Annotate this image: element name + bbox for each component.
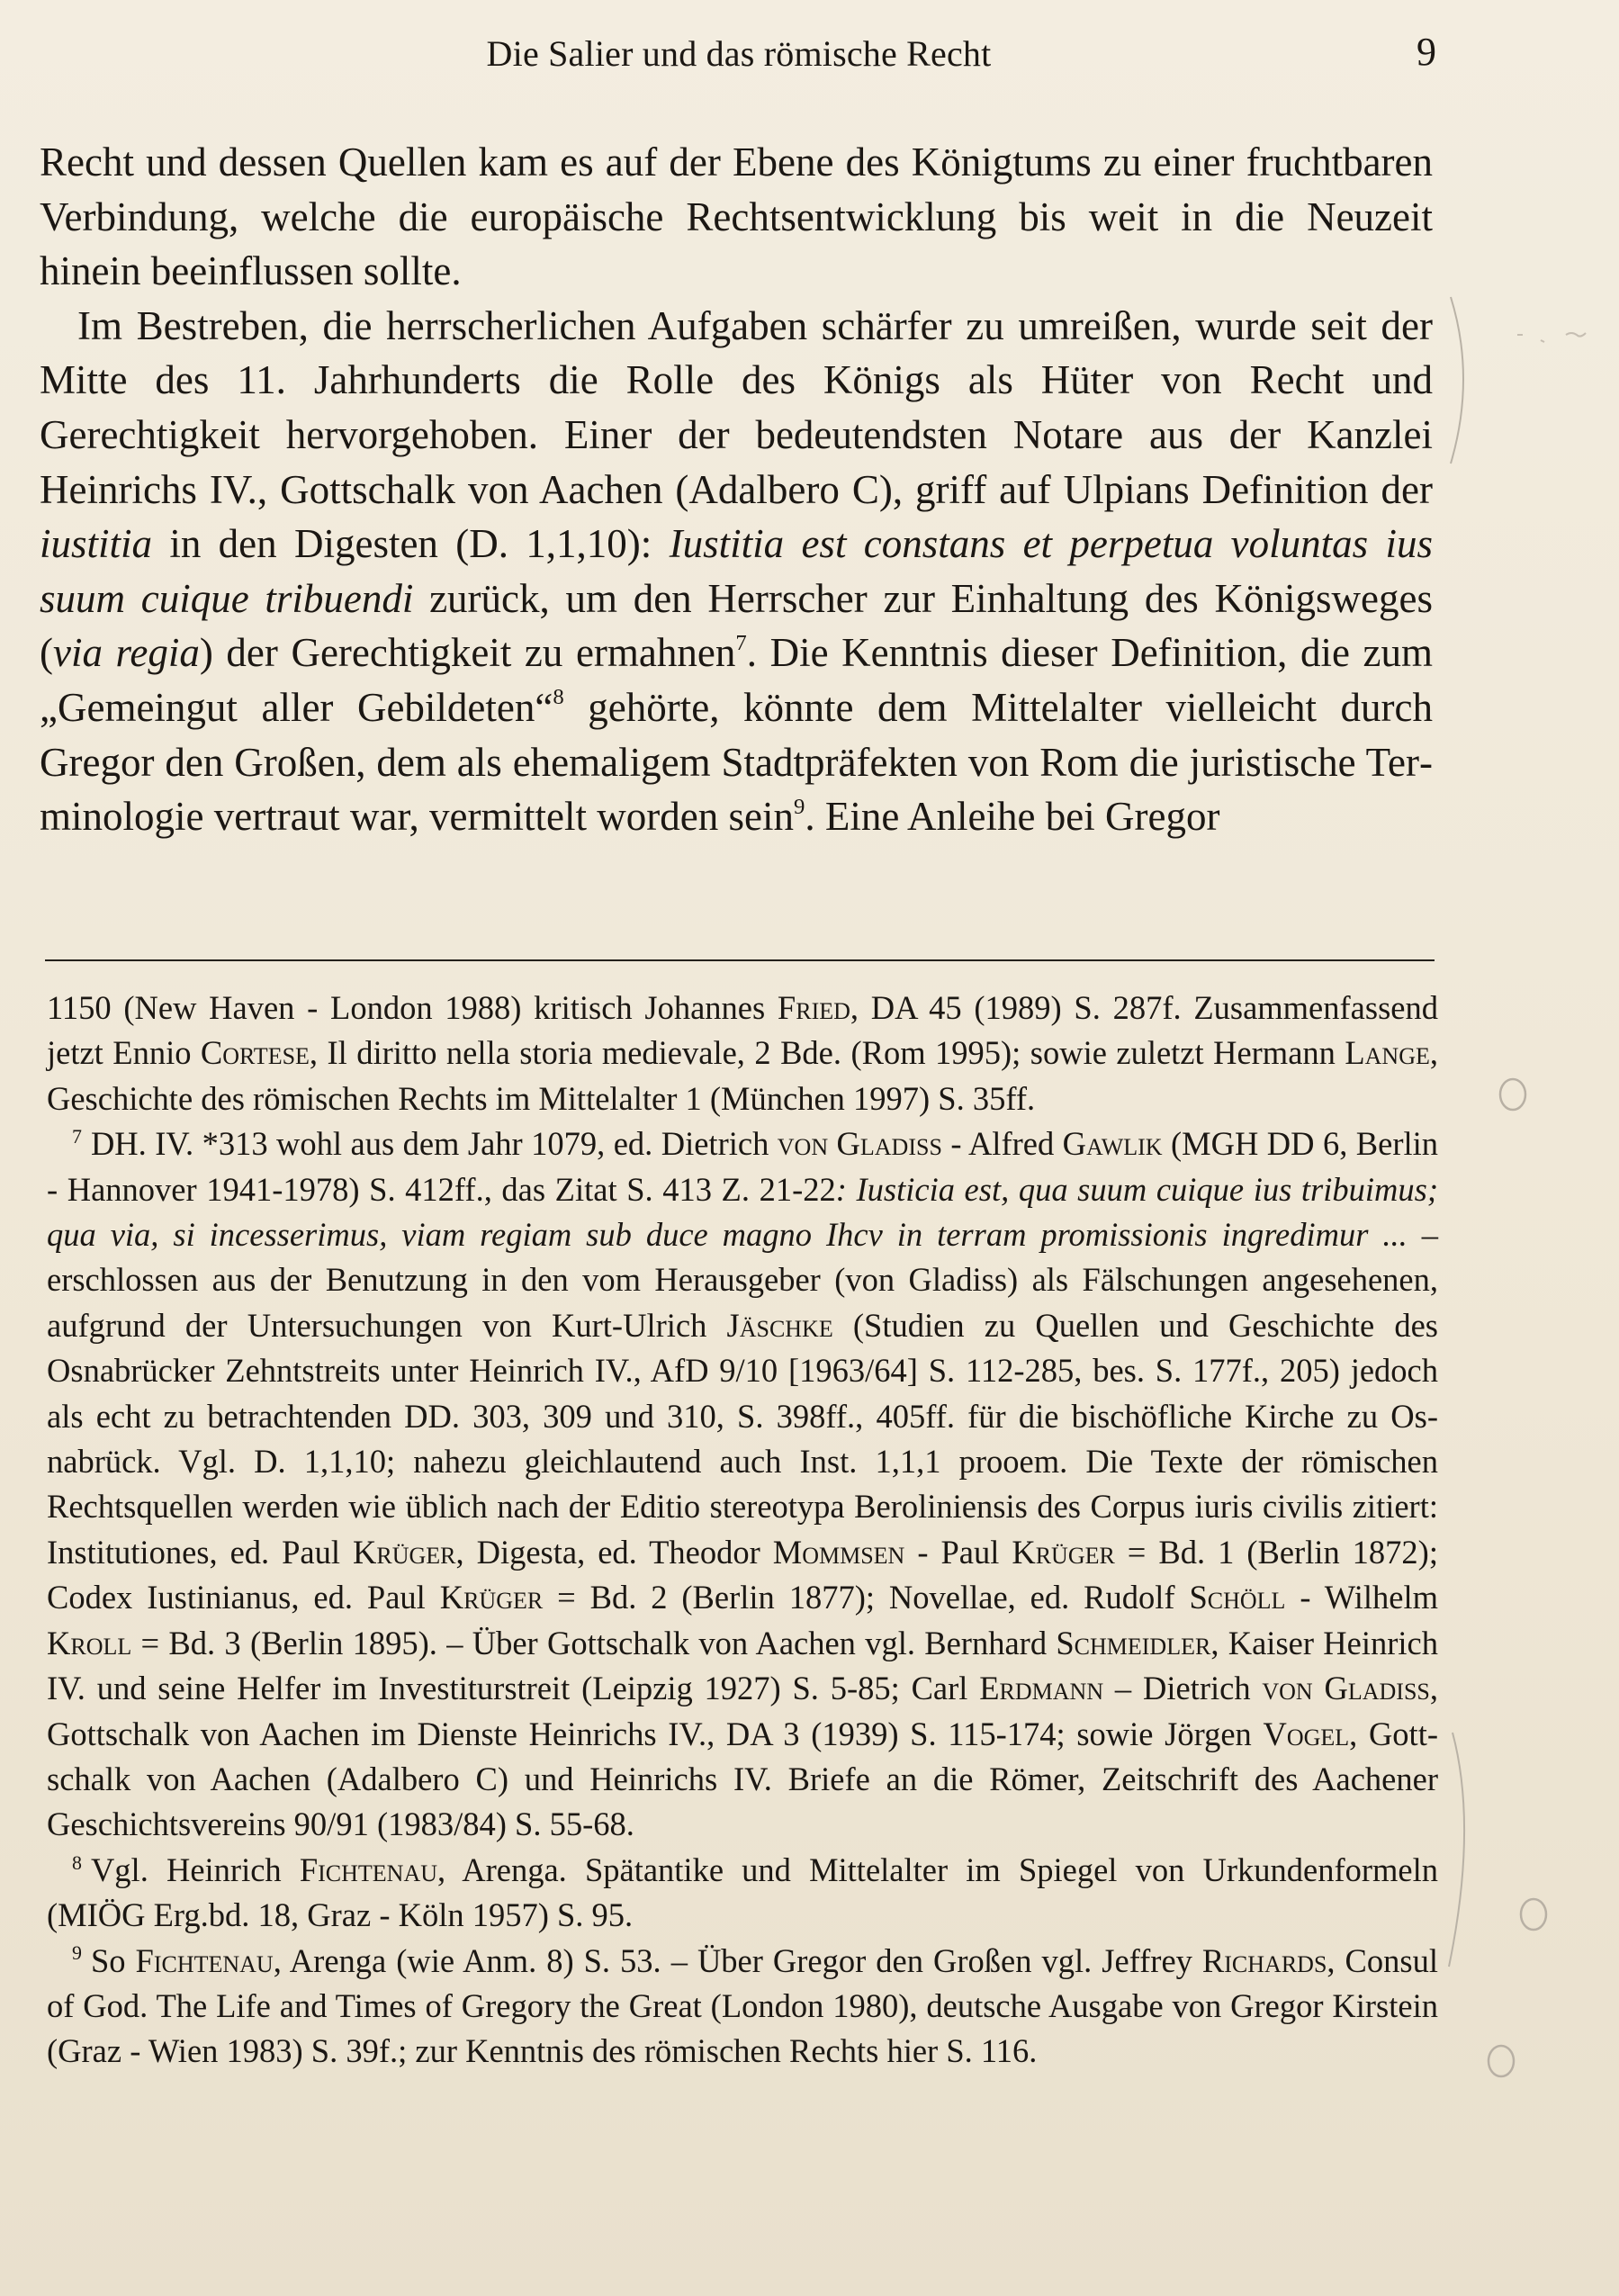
text-run: ) der Gerechtigkeit zu ermahnen <box>199 630 736 676</box>
footnote-reference: 7 <box>735 630 747 655</box>
text-run: = Bd. 3 (Berlin 1895). – Über Gottschalk von Aachen vgl. Bernhard <box>131 1624 1057 1661</box>
text-run: – Dietrich <box>1103 1670 1263 1707</box>
italic-text: : Iusticia est, qua suum cuique ius tribuimus; qua via, si incesserimus, viam regiam sub duce magno Ihcv in terram promissionis ingredimur ... <box>47 1170 1439 1254</box>
margin-circle-2 <box>1521 1899 1546 1930</box>
text-run: in den Digesten (D. 1,1,10): <box>152 521 670 567</box>
text-run: Vgl. Heinrich <box>90 1850 300 1888</box>
main-text <box>40 135 1433 844</box>
author-name: Vogel <box>1263 1715 1350 1752</box>
text-run: (Studien zu Quellen und Geschichte des Osnabrücker Zehntstreits unter Heinrich IV., AfD 9/10 [1963/64] S. 112-285, bes. S. 177f., 205) jedoch als echt zu betrachtenden DD. 303, 309 und 310, S. 398ff., 405ff. für die bischöfliche Kirche zu Osnabrück. Vgl. D. 1,1,10; nahezu gleichlautend auch Inst. 1,1,1 prooem. Die Texte der römischen Rechtsquellen werden wie üblich nach der Editio stereotypa Beroliniensis des Corpus iuris civilis zitiert: Institutiones, ed. Paul <box>47 1306 1438 1571</box>
text-run: , Gottschalk von Aachen (Adalbero C) und Heinrichs IV. Briefe an die Römer, Zeitschrift des Aachener Geschichtsvereins 90/91 (1983/84) S. 55-68. <box>47 1715 1438 1843</box>
author-name: Fichtenau <box>299 1850 437 1888</box>
text-run: , DA 45 (1989) S. 287f. Zusammenfassend jetzt Ennio <box>47 989 1438 1072</box>
italic-text: via regia <box>53 630 200 676</box>
author-name: Fichtenau <box>135 1941 274 1979</box>
author-name: Richards <box>1201 1941 1327 1979</box>
footnote-number: 9 <box>72 1941 82 1965</box>
footnote-number: 7 <box>72 1125 82 1148</box>
text-run: = Bd. 1 (Berlin 1872); Codex Iustinianus, ed. Paul <box>47 1533 1438 1616</box>
author-name: Schöll <box>1189 1579 1286 1616</box>
text-run: (MGH DD 6, Berlin - Hannover 1941-1978) S. 412ff., das Zitat S. 413 Z. 21-22 <box>47 1125 1439 1208</box>
text-run: , Il diritto nella storia medievale, 2 Bde. (Rom 1995); sowie zuletzt Hermann <box>309 1034 1345 1072</box>
text-run: , Arenga (wie Anm. 8) S. 53. – Über Gregor den Großen vgl. Jeffrey <box>273 1941 1202 1979</box>
author-name: Jäschke <box>726 1306 833 1344</box>
text-run: - Wilhelm <box>1285 1579 1439 1616</box>
text-run: = Bd. 2 (Berlin 1877); Novellae, ed. Rudolf <box>543 1579 1190 1616</box>
margin-scribble <box>1517 333 1586 342</box>
author-name: Gawlik <box>1062 1125 1163 1163</box>
footnote-reference: 9 <box>793 794 805 819</box>
text-run: , Kaiser Heinrich IV. und seine Helfer im Investiturstreit (Leipzig 1927) S. 5-85; Carl <box>47 1624 1438 1707</box>
footnote <box>47 1939 1438 2075</box>
margin-circle-3 <box>1489 2046 1514 2076</box>
footnotes <box>47 986 1438 2075</box>
footnote <box>47 986 1438 1121</box>
author-name: von Gladiss <box>777 1125 942 1163</box>
text-run: . Die Kenntnis dieser Definition, die zum „Gemeingut aller Gebildeten“ <box>40 630 1434 730</box>
text-run: , Consul of God. The Life and Times of Gregory the Great (London 1980), deutsche Ausgabe von Gregor Kirstein (Graz - Wien 1983) S. 39f.; zur Kenntnis des römischen Rechts hier S. 116. <box>47 1941 1438 2070</box>
author-name: Krüger <box>353 1533 456 1571</box>
text-run: 1150 (New Haven - London 1988) kritisch Johannes <box>47 989 778 1026</box>
text-run: , Geschichte des römischen Rechts im Mittelalter 1 (München 1997) S. 35ff. <box>47 1034 1438 1117</box>
author-name: Krüger <box>1012 1533 1115 1571</box>
author-name: Erdmann <box>979 1670 1104 1707</box>
running-head <box>41 32 1436 86</box>
running-title: Die Salier und das römische Recht <box>486 33 992 74</box>
paragraph-2 <box>40 299 1433 844</box>
author-name: Cortese <box>200 1034 310 1072</box>
text-run: gehörte, könnte dem Mittelalter vielleicht durch Gregor den Großen, dem als ehemaligem Stadtpräfekten von Rom die juristische Terminologie vertraut war, vermittelt worden sein <box>40 684 1433 840</box>
author-name: von Gladiss <box>1262 1670 1430 1707</box>
author-name: Lange <box>1345 1034 1430 1072</box>
text-run: zurück, um den Herrscher zur Einhaltung des Königsweges ( <box>40 575 1433 676</box>
text-run: , Arenga. Spätantike und Mittelalter im Spiegel von Urkundenformeln (MIÖG Erg.bd. 18, Graz - Köln 1957) S. 95. <box>47 1850 1438 1934</box>
text-run: So <box>90 1941 136 1979</box>
italic-text: Iustitia est constans et perpetua voluntas ius suum cuique tribuendi <box>40 521 1433 621</box>
margin-bracket-bottom <box>1449 1733 1464 1967</box>
footnote <box>47 1848 1438 1939</box>
author-name: Krüger <box>439 1579 544 1616</box>
page-number: 9 <box>1417 30 1436 74</box>
text-run: Im Bestreben, die herrscherlichen Aufgaben schärfer zu umreißen, wurde seit der Mitte des 11. Jahrhunderts die Rolle des Königs als Hüter von Recht und Gerechtigkeit hervorgehoben. Einer der bedeutendsten Notare aus der Kanzlei Heinrichs IV., Gottschalk von Aachen (Adalbero C), griff auf Ulpians Definition der <box>40 302 1433 512</box>
footnote-reference: 8 <box>553 685 564 710</box>
footnote <box>47 1121 1438 1848</box>
text-run: - Alfred <box>941 1125 1063 1163</box>
margin-circle-1 <box>1500 1079 1525 1110</box>
text-run: , Digesta, ed. Theodor <box>455 1533 773 1571</box>
margin-bracket-top <box>1451 297 1463 464</box>
text-run: DH. IV. *313 wohl aus dem Jahr 1079, ed. Dietrich <box>90 1125 778 1163</box>
italic-text: iustitia <box>40 521 153 567</box>
text-run: , Gottschalk von Aachen im Dienste Heinrichs IV., DA 3 (1939) S. 115-174; sowie Jörgen <box>47 1670 1439 1752</box>
author-name: Fried <box>777 989 850 1026</box>
text-run: . Eine Anleihe bei Gregor <box>805 794 1220 840</box>
footnote-separator <box>45 959 1435 961</box>
author-name: Schmeidler <box>1056 1624 1211 1661</box>
author-name: Mommsen <box>772 1533 905 1571</box>
text-run: Recht und dessen Quellen kam es auf der Ebene des Königtums zu einer fruchtbaren Verbindung, welche die europäische Rechtsentwicklung bis weit in die Neuzeit hinein beeinflussen sollte. <box>40 140 1433 294</box>
paragraph-1 <box>40 135 1433 299</box>
author-name: Kroll <box>47 1624 132 1661</box>
text-run: – erschlossen aus der Benutzung in den vom Herausgeber (von Gladiss) als Fälschungen angesehenen, aufgrund der Untersuchungen von Kurt-Ulrich <box>47 1216 1438 1344</box>
footnote-number: 8 <box>72 1850 82 1874</box>
text-run: - Paul <box>904 1533 1012 1571</box>
